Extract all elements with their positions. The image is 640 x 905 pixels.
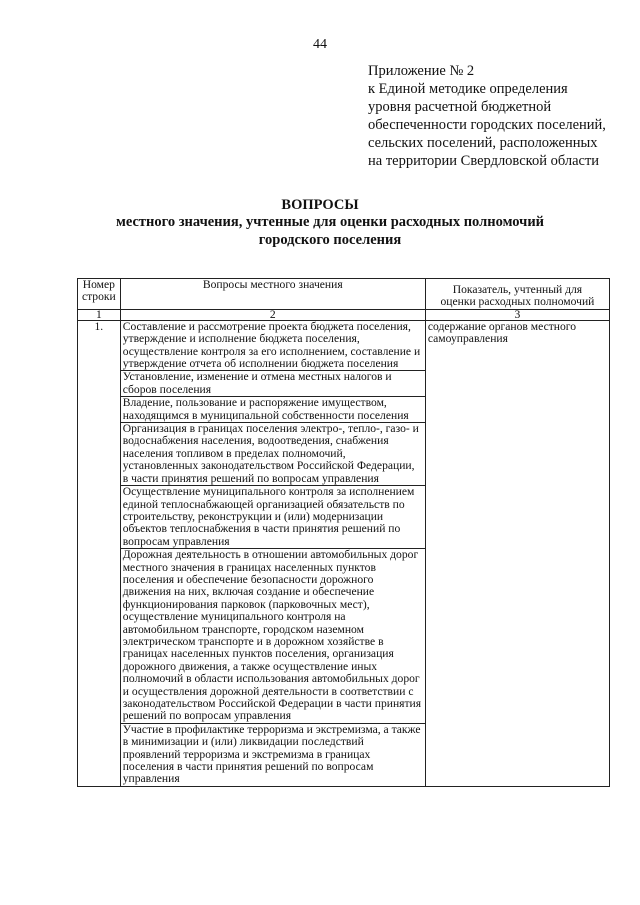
column-index-row (78, 309, 610, 320)
table-header-row (78, 279, 610, 310)
appendix-line: на территории Свердловской области (368, 153, 600, 169)
questions-table (77, 278, 610, 787)
questions-cell (120, 320, 425, 786)
question-item: Осуществление муниципального контроля за исполнением единой теплоснабжающей организацией обязательств по строительству, реконструкции и (или) модернизации объектов теплоснабжения в части принятия решений по вопросам управления (121, 486, 425, 549)
subtitle-line: местного значения, учтенные для оценки расходных полномочий (115, 214, 545, 230)
subtitle-line: городского поселения (258, 232, 402, 248)
document-title: ВОПРОСЫ (281, 197, 359, 213)
question-item: Организация в границах поселения электро-, тепло-, газо- и водоснабжения населения, водоотведения, снабжения населения топливом в пределах полномочий, установленных законодательством Российской Федерации, в части принятия решений по вопросам управления (121, 423, 425, 486)
column-index: 1 (78, 309, 121, 320)
question-item: Владение, пользование и распоряжение имуществом, находящимся в муниципальной собственности поселения (121, 397, 425, 423)
column-index: 2 (120, 309, 425, 320)
question-item: Дорожная деятельность в отношении автомобильных дорог местного значения в границах населенных пунктов поселения и обеспечение безопасности дорожного движения на них, включая создание и обеспечение функционирования парковок (парковочных мест), осуществление муниципального контроля на автомобильном транспорте, городском наземном электрическом транспорте и в дорожном хозяйстве в границах населенных пунктов поселения, организация дорожного движения, а также осуществление иных полномочий в области использования автомобильных дорог и осуществления дорожной деятельности в соответствии с законодательством Российской Федерации в части принятия решений по вопросам управления (121, 549, 425, 724)
header-row-number: Номер строки (78, 279, 121, 310)
appendix-header (368, 62, 628, 170)
question-item: Установление, изменение и отмена местных налогов и сборов поселения (121, 371, 425, 397)
header-question: Вопросы местного значения (120, 279, 425, 310)
appendix-line: Приложение № 2 (368, 63, 475, 79)
question-item: Участие в профилактике терроризма и экстремизма, а также в минимизации и (или) ликвидации последствий проявлений терроризма и экстремизма в границах поселения в части принятия решений по вопросам управления (122, 722, 421, 786)
indicator-cell: содержание органов местного самоуправления (425, 320, 609, 786)
appendix-line: сельских поселений, расположенных (368, 135, 598, 151)
document-subtitle (90, 213, 570, 249)
page-number: 44 (313, 37, 327, 52)
row-number: 1. (78, 320, 121, 786)
appendix-line: к Единой методике определения (368, 81, 568, 97)
appendix-line: обеспеченности городских поселений, (368, 117, 606, 133)
column-index: 3 (425, 309, 609, 320)
table-row (78, 320, 610, 786)
question-item: Составление и рассмотрение проекта бюджета поселения, утверждение и исполнение бюджета поселения, осуществление контроля за его исполнением, составление и утверждение отчета об исполнении бюджета поселения (121, 321, 425, 372)
header-indicator: Показатель, учтенный для оценки расходных полномочий (425, 279, 609, 310)
appendix-line: уровня расчетной бюджетной (368, 99, 552, 115)
